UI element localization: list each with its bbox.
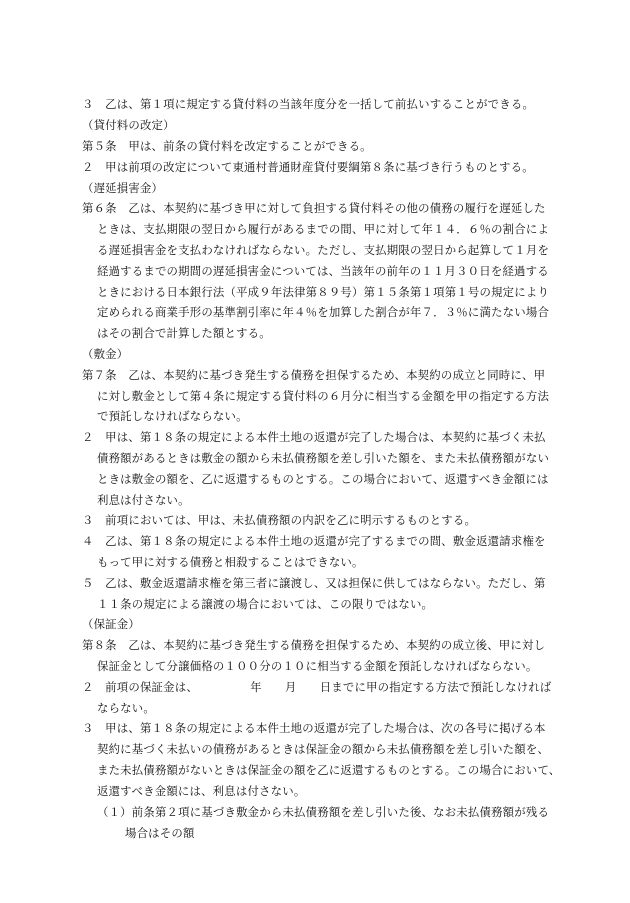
text-line: ３ 乙は、第１項に規定する貸付料の当該年度分を一括して前払いすることができる。 [82,97,535,111]
section-heading: （貸付料の改定） [82,118,175,132]
text-line: 利息は付さない。 [97,493,190,507]
text-line: ときは、支払期限の翌日から履行があるまでの間、甲に対して年１４．６％の割合によ [97,222,550,236]
text-line: 契約に基づく未払いの債務があるときは保証金の額から未払債務額を差し引いた額を、 [97,742,550,756]
text-line: ときにおける日本銀行法（平成９年法律第８９号）第１５条第１項第１号の規定により [97,285,550,299]
text-line: 第７条 乙は、本契約に基づき発生する債務を担保するため、本契約の成立と同時に、甲 [82,368,546,382]
section-heading: （保証金） [82,617,140,631]
text-line: ３ 前項においては、甲は、未払債務額の内訳を乙に明示するものとする。 [82,513,477,527]
section-heading: （敷金） [82,347,129,361]
text-line: に対し敷金として第４条に規定する貸付料の６月分に相当する金額を甲の指定する方法 [97,389,550,403]
text-line: 第６条 乙は、本契約に基づき甲に対して負担する貸付料その他の債務の履行を遅延した [82,201,546,215]
text-line: る遅延損害金を支払わなければならない。ただし、支払期限の翌日から起算して１月を [97,243,550,257]
text-line: ならない。 [97,701,155,715]
text-line: で預託しなければならない。 [97,409,248,423]
text-line: 返還すべき金額には、利息は付さない。 [97,784,306,798]
text-line: 債務額があるときは敷金の額から未払債務額を差し引いた額を、また未払債務額がない [97,451,550,465]
text-line: ５ 乙は、敷金返還請求権を第三者に譲渡し、又は担保に供してはならない。ただし、第 [82,576,546,590]
text-line: はその割合で計算した額とする。 [97,326,271,340]
text-line: １１条の規定による譲渡の場合においては、この限りではない。 [97,597,434,611]
text-line: ４ 乙は、第１８条の規定による本件土地の返還が完了するまでの間、敷金返還請求権を [82,534,546,548]
list-item: （１）前条第２項に基づき敷金から未払債務額を差し引いた後、なお未払債務額が残る [97,805,550,819]
text-line: 第８条 乙は、本契約に基づき発生する債務を担保するため、本契約の成立後、甲に対し [82,638,546,652]
list-item-continuation: 場合はその額 [125,826,195,840]
text-line: 経過するまでの期間の遅延損害金については、当該年の前年の１１月３０日を経過する [97,264,549,278]
text-line: 第５条 甲は、前条の貸付料を改定することができる。 [82,139,372,153]
text-line: ３ 甲は、第１８条の規定による本件土地の返還が完了した場合は、次の各号に掲げる本 [82,721,546,735]
text-line: ２ 甲は、第１８条の規定による本件土地の返還が完了した場合は、本契約に基づく未払 [82,430,546,444]
section-heading: （遅延損害金） [82,181,164,195]
text-line: また未払債務額がないときは保証金の額を乙に返還するものとする。この場合において、 [97,763,561,777]
text-line: もって甲に対する債務と相殺することはできない。 [97,555,364,569]
text-line: ２ 前項の保証金は、 年 月 日までに甲の指定する方法で預託しなければ [82,680,552,694]
text-line: ときは敷金の額を、乙に返還するものとする。この場合において、返還すべき金額には [97,472,549,486]
text-line: ２ 甲は前項の改定について東通村普通財産貸付要綱第８条に基づき行うものとする。 [82,160,534,174]
text-line: 定められる商業手形の基準割引率に年４％を加算した割合が年７．３％に満たない場合 [97,305,550,319]
text-line: 保証金として分譲価格の１００分の１０に相当する金額を預託しなければならない。 [97,659,538,673]
